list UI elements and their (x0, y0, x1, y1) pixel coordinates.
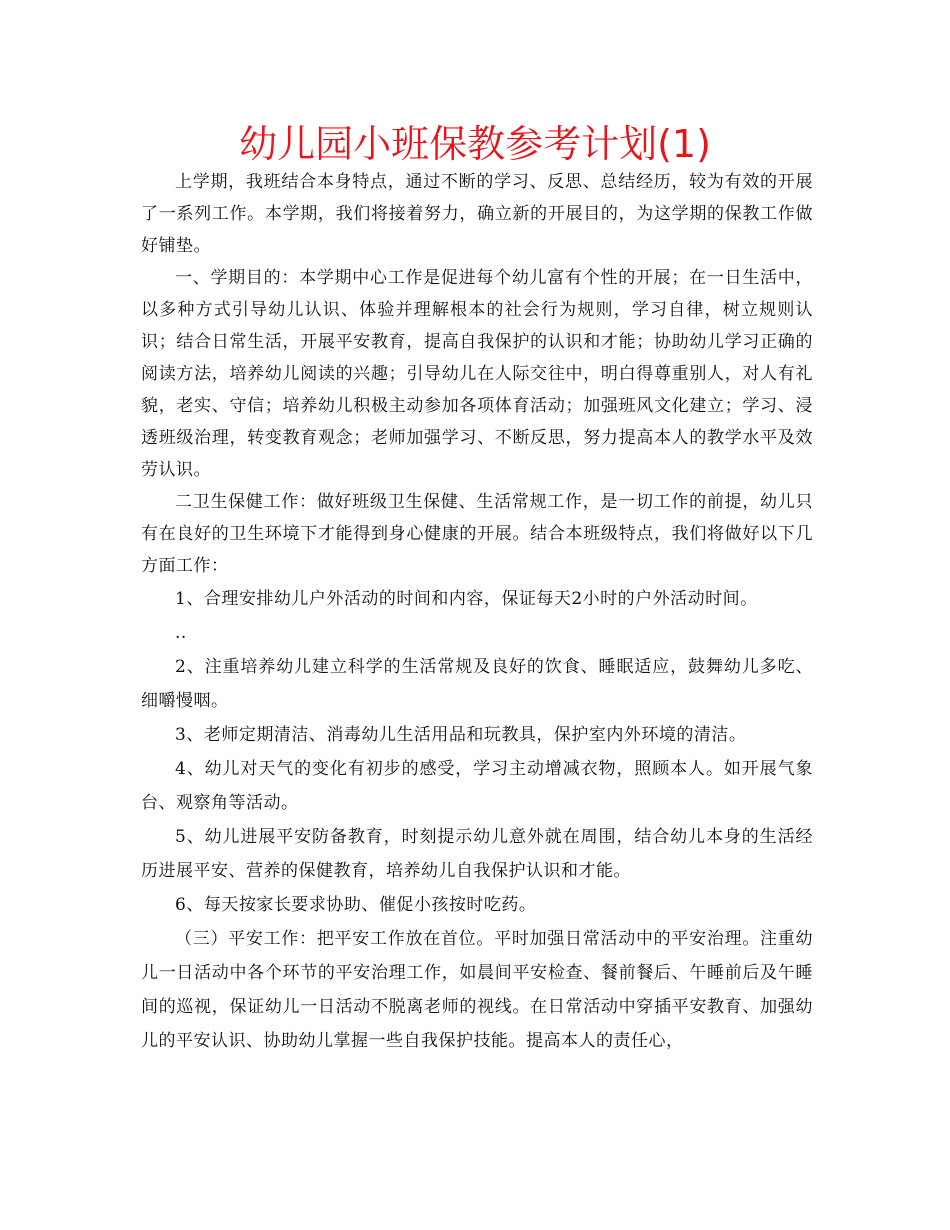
list-item-outdoor: 1、合理安排幼儿户外活动的时间和内容，保证每天2小时的户外活动时间。 (175, 589, 758, 609)
paragraph-semester-goals: 一、学期目的：本学期中心工作是促进每个幼儿富有个性的开展；在一日生活中，以多种方式引导幼儿认识、体验并理解根本的社会行为规则，学习自律，树立规则认识；结合日常生活，开展平安教育，提高自我保护的认识和才能；协助幼儿学习正确的阅读方法，培养幼儿阅读的兴趣；引导幼儿在人际交往中，明白得尊重别人，对人有礼貌，老实、守信；培养幼儿积极主动参加各项体育活动；加强班风文化建立；学习、浸透班级治理，转变教育观念；老师加强学习、不断反思，努力提高本人的教学水平及效劳认识。 (141, 268, 813, 480)
list-item-medicine: 6、每天按家长要求协助、催促小孩按时吃药。 (175, 895, 537, 915)
list-item-safety-education: 5、幼儿进展平安防备教育，时刻提示幼儿意外就在周围，结合幼儿本身的生活经历进展平安、营养的保健教育，培养幼儿自我保护认识和才能。 (141, 827, 813, 881)
document-title: 幼儿园小班保教参考计划(1) (239, 122, 711, 166)
document-body (141, 166, 813, 1058)
paragraph-health-care: 二卫生保健工作：做好班级卫生保健、生活常规工作，是一切工作的前提，幼儿只有在良好的卫生环境下才能得到身心健康的开展。结合本班级特点，我们将做好以下几方面工作： (141, 492, 813, 576)
list-item-dots: .. (175, 623, 187, 643)
paragraph-safety-work: （三）平安工作：把平安工作放在首位。平时加强日常活动中的平安治理。注重幼儿一日活动中各个环节的平安治理工作，如晨间平安检查、餐前餐后、午睡前后及午睡间的巡视，保证幼儿一日活动不脱离老师的视线。在日常活动中穿插平安教育、加强幼儿的平安认识、协助幼儿掌握一些自我保护技能。提高本人的责任心， (141, 929, 813, 1051)
paragraph-intro: 上学期，我班结合本身特点，通过不断的学习、反思、总结经历，较为有效的开展了一系列工作。本学期，我们将接着努力，确立新的开展目的，为这学期的保教工作做好铺垫。 (141, 172, 813, 256)
list-item-cleaning: 3、老师定期清洁、消毒幼儿生活用品和玩教具，保护室内外环境的清洁。 (175, 725, 747, 745)
list-item-routine: 2、注重培养幼儿建立科学的生活常规及良好的饮食、睡眠适应，鼓舞幼儿多吃、细嚼慢咽。 (141, 657, 813, 711)
list-item-weather: 4、幼儿对天气的变化有初步的感受，学习主动增减衣物，照顾本人。如开展气象台、观察角等活动。 (141, 759, 813, 813)
